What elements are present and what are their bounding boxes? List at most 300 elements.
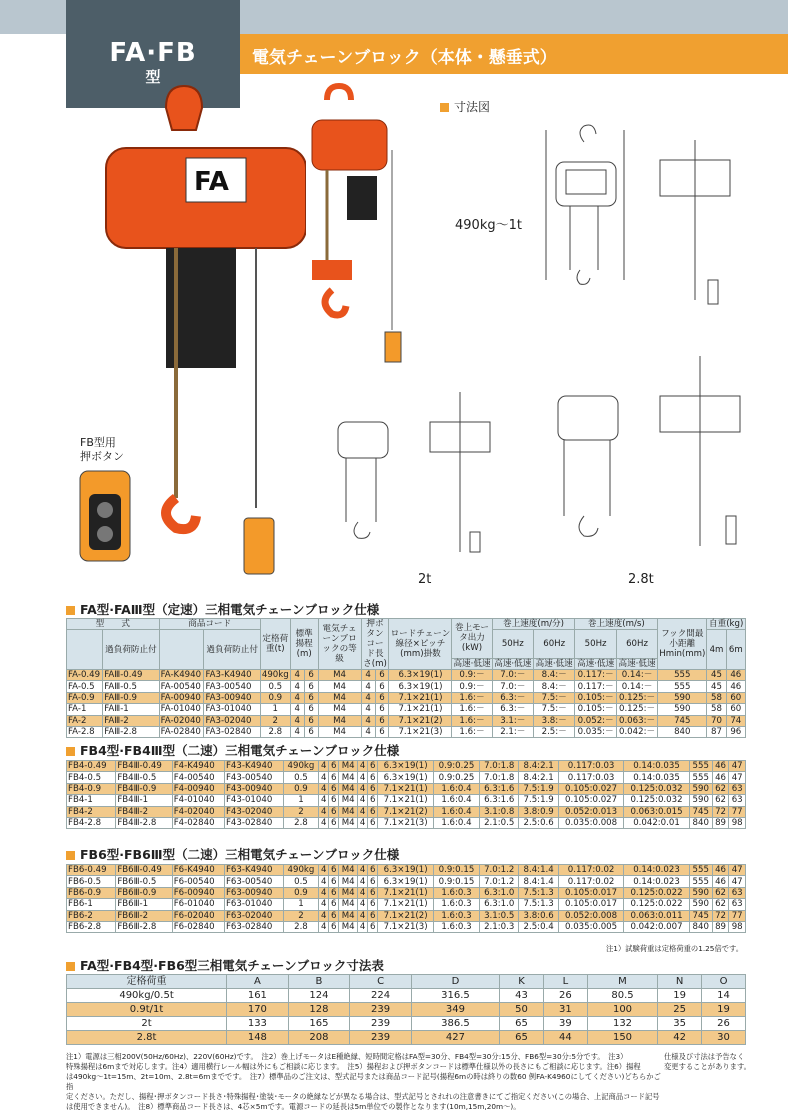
- table-cell: 0.035:0.005: [558, 921, 623, 932]
- table-cell: 2.5:－: [533, 726, 574, 737]
- table-cell: 6: [329, 910, 339, 921]
- fb6-note: 注1）試験荷重は定格荷重の1.25倍です。: [606, 944, 744, 953]
- table-cell: 0.117:0.03: [558, 772, 623, 783]
- table-cell: 4: [319, 921, 329, 932]
- table-cell: 490kg: [261, 670, 289, 681]
- side-note-line: 仕様及び寸法は予告なく: [664, 1052, 745, 1061]
- table-cell: 42: [658, 1031, 702, 1045]
- table-cell: 0.063:0.011: [624, 910, 689, 921]
- table-cell: 4: [319, 795, 329, 806]
- table-cell: 2.1:－: [492, 726, 533, 737]
- table-cell: 6.3×19(1): [389, 681, 452, 692]
- table-cell: 1.6:0.3: [434, 921, 480, 932]
- table-cell: FA-0.49: [67, 670, 103, 681]
- table-cell: 6: [304, 681, 318, 692]
- table-cell: 4: [358, 865, 368, 876]
- table-row: [67, 692, 746, 703]
- table-cell: 2: [260, 715, 290, 726]
- table-cell: 89: [712, 921, 729, 932]
- table-cell: FB4Ⅲ-0.5: [116, 772, 172, 783]
- col-std: 標準揚程(m): [290, 619, 318, 670]
- table-cell: FB4-0.5: [67, 772, 116, 783]
- table-cell: 2.8: [283, 817, 318, 828]
- col-grade: 電気チェーンブロックの等級: [318, 619, 361, 670]
- table-cell: FA3-02840: [204, 726, 260, 737]
- table-cell: 6: [368, 899, 378, 910]
- table-cell: FA-K4940: [159, 670, 204, 681]
- col-model-std: [67, 630, 103, 670]
- table-cell: F6-02840: [172, 921, 224, 932]
- table-cell: 7.0:1.2: [479, 876, 518, 887]
- table-cell: 0.9: [260, 692, 290, 703]
- table-cell: 590: [689, 783, 712, 794]
- table-row: [67, 910, 746, 921]
- table-cell: 0.9:0.25: [434, 761, 480, 772]
- table-cell: 44: [543, 1031, 587, 1045]
- table-cell: 0.105:0.017: [558, 899, 623, 910]
- table-cell: FB6-0.49: [67, 865, 116, 876]
- dim-table-body: [67, 989, 746, 1045]
- col-chain: ロードチェーン線径×ピッチ(mm)掛数: [389, 619, 452, 670]
- dims-label-2t: 2t: [418, 572, 432, 587]
- table-cell: 349: [411, 1003, 499, 1017]
- table-cell: 72: [712, 806, 729, 817]
- table-cell: 6.3:1.6: [479, 795, 518, 806]
- fb4-spec-table: [66, 760, 746, 829]
- col-hl-5: 高速·低速: [616, 658, 657, 669]
- table-cell: 63: [729, 887, 746, 898]
- table-cell: 4: [319, 865, 329, 876]
- table-cell: 6: [368, 865, 378, 876]
- table-cell: FA3-K4940: [204, 670, 260, 681]
- table-cell: 46: [712, 761, 729, 772]
- table-cell: 4: [319, 899, 329, 910]
- table-cell: FAⅢ-2: [103, 715, 159, 726]
- table-cell: 0.14:0.023: [624, 865, 689, 876]
- table-row: [67, 921, 746, 932]
- dim-col-head: K: [500, 975, 544, 989]
- table-cell: M4: [318, 670, 361, 681]
- table-cell: 0.125:0.022: [624, 887, 689, 898]
- table-row: [67, 704, 746, 715]
- table-cell: 4: [290, 715, 304, 726]
- table-cell: 0.105:－: [575, 692, 616, 703]
- dim-col-head: B: [288, 975, 350, 989]
- table-cell: F6-01040: [172, 899, 224, 910]
- model-suffix: 型: [145, 68, 161, 86]
- table-cell: 0.063:－: [616, 715, 657, 726]
- table-cell: 0.035:0.008: [558, 817, 623, 828]
- table-cell: 0.9: [283, 783, 318, 794]
- table-cell: 0.5: [283, 772, 318, 783]
- dims-heading-text: 寸法図: [454, 100, 491, 114]
- table-cell: 7.1×21(1): [378, 887, 434, 898]
- fb6-spec-table: [66, 864, 746, 933]
- table-cell: 490kg/0.5t: [67, 989, 227, 1003]
- model-name: FA·FB: [109, 38, 197, 68]
- table-cell: 26: [543, 989, 587, 1003]
- table-cell: FB6-2.8: [67, 921, 116, 932]
- table-cell: 0.125:－: [616, 692, 657, 703]
- table-cell: 6.3×19(1): [378, 772, 434, 783]
- col-motor: 巻上モータ出力(kW): [452, 619, 492, 659]
- table-cell: 62: [712, 887, 729, 898]
- table-cell: F43-02840: [224, 817, 283, 828]
- col-model: 型 式: [67, 619, 160, 630]
- table-cell: 7.1×21(3): [378, 921, 434, 932]
- table-cell: F6-02040: [172, 910, 224, 921]
- table-cell: 555: [689, 865, 712, 876]
- col-hl-4: 高速·低速: [575, 658, 616, 669]
- title-bar: [240, 34, 788, 74]
- table-cell: FB6Ⅲ-2: [116, 910, 172, 921]
- table-cell: 4: [358, 795, 368, 806]
- table-cell: F63-02840: [224, 921, 283, 932]
- table-cell: M4: [339, 817, 358, 828]
- table-cell: 7.1×21(1): [389, 704, 452, 715]
- table-cell: 0.052:0.008: [558, 910, 623, 921]
- table-cell: 7.0:1.8: [479, 772, 518, 783]
- table-cell: 0.042:0.007: [624, 921, 689, 932]
- table-cell: 4: [358, 887, 368, 898]
- table-cell: 0.14:－: [616, 670, 657, 681]
- table-cell: 0.14:－: [616, 681, 657, 692]
- table-cell: 6: [368, 772, 378, 783]
- fa-spec-body: [67, 670, 746, 738]
- table-cell: 4: [358, 910, 368, 921]
- table-cell: FB4Ⅲ-0.49: [116, 761, 172, 772]
- table-cell: 224: [350, 989, 412, 1003]
- table-cell: 6: [329, 921, 339, 932]
- table-cell: FAⅢ-2.8: [103, 726, 159, 737]
- table-cell: 62: [712, 899, 729, 910]
- table-cell: 6: [304, 704, 318, 715]
- table-cell: 6: [329, 761, 339, 772]
- dim-col-head: L: [543, 975, 587, 989]
- table-cell: 30: [702, 1031, 746, 1045]
- table-cell: 4: [290, 670, 304, 681]
- table-cell: FA-00540: [159, 681, 204, 692]
- dims-heading: [440, 98, 490, 115]
- table-cell: 1.6:0.3: [434, 887, 480, 898]
- fb4-spec-body: [67, 761, 746, 829]
- dim-col-head: D: [411, 975, 499, 989]
- table-cell: 124: [288, 989, 350, 1003]
- table-cell: 8.4:2.1: [519, 772, 558, 783]
- table-cell: 0.9:0.25: [434, 772, 480, 783]
- table-cell: 1.6:0.3: [434, 910, 480, 921]
- pendant-photo: [75, 466, 135, 566]
- table-cell: FA-02040: [159, 715, 204, 726]
- table-cell: M4: [339, 887, 358, 898]
- table-cell: 2.5:0.4: [519, 921, 558, 932]
- table-cell: 2: [283, 806, 318, 817]
- table-cell: F43-01040: [224, 795, 283, 806]
- table-cell: 316.5: [411, 989, 499, 1003]
- table-cell: 132: [587, 1017, 657, 1031]
- table-cell: 6: [304, 715, 318, 726]
- table-row: [67, 681, 746, 692]
- table-cell: FA-2: [67, 715, 103, 726]
- table-cell: 7.5:1.9: [519, 795, 558, 806]
- table-cell: 46: [712, 876, 729, 887]
- table-cell: 840: [689, 921, 712, 932]
- table-cell: 6.3×19(1): [389, 670, 452, 681]
- table-cell: 77: [729, 806, 746, 817]
- table-cell: 6: [368, 921, 378, 932]
- table-cell: 3.1:－: [492, 715, 533, 726]
- table-cell: 14: [702, 989, 746, 1003]
- table-cell: 46: [726, 670, 745, 681]
- table-cell: F43-02040: [224, 806, 283, 817]
- table-cell: 555: [689, 761, 712, 772]
- table-cell: 4: [290, 681, 304, 692]
- table-cell: FAⅢ-0.5: [103, 681, 159, 692]
- table-cell: 0.052:0.013: [558, 806, 623, 817]
- table-row: [67, 670, 746, 681]
- table-row: [67, 817, 746, 828]
- svg-text:FA: FA: [194, 167, 229, 197]
- table-cell: F63-01040: [224, 899, 283, 910]
- table-cell: 0.9:－: [452, 681, 492, 692]
- table-cell: F4-00940: [172, 783, 224, 794]
- table-cell: 6: [368, 761, 378, 772]
- table-cell: 590: [658, 692, 707, 703]
- table-cell: M4: [318, 726, 361, 737]
- table-cell: FB6Ⅲ-1: [116, 899, 172, 910]
- col-weight: 自重(kg): [707, 619, 746, 630]
- table-cell: 4: [358, 806, 368, 817]
- table-cell: F43-00540: [224, 772, 283, 783]
- table-cell: M4: [339, 783, 358, 794]
- table-cell: 58: [707, 692, 726, 703]
- table-cell: 4: [358, 783, 368, 794]
- table-cell: F63-02040: [224, 910, 283, 921]
- table-cell: 0.14:0.035: [624, 772, 689, 783]
- table-cell: FB4-2.8: [67, 817, 116, 828]
- table-row: [67, 772, 746, 783]
- table-cell: 555: [658, 681, 707, 692]
- dim-drawing-28t: [540, 336, 780, 566]
- table-cell: 6.3×19(1): [378, 761, 434, 772]
- footnote-line: 特殊揚程は6mまで対応します。注4）適用横行レール幅は外にもご相談に応じます。 注5）揚程および押ボタンコードは標準仕様以外の長さにもご相談に応じます。注6）揚程: [66, 1062, 641, 1071]
- table-cell: 2t: [67, 1017, 227, 1031]
- table-row: [67, 715, 746, 726]
- section-fa-title: FA型·FAⅢ型（定速）三相電気チェーンブロック仕様: [80, 602, 380, 617]
- table-cell: 4: [358, 817, 368, 828]
- table-cell: 0.9:0.15: [434, 865, 480, 876]
- table-cell: FB6-0.5: [67, 876, 116, 887]
- table-cell: 4: [319, 783, 329, 794]
- table-cell: 6: [368, 910, 378, 921]
- table-cell: 148: [227, 1031, 289, 1045]
- table-cell: 165: [288, 1017, 350, 1031]
- table-cell: FB6-2: [67, 910, 116, 921]
- table-cell: 19: [702, 1003, 746, 1017]
- table-cell: 4: [361, 715, 375, 726]
- table-cell: 58: [707, 704, 726, 715]
- footnote-line: 注1）電源は三相200V(50Hz/60Hz)、220V(60Hz)です。 注2）巻上げモータはE種絶縁、短時間定格はFA型=30分、FB4型=30分:15分、FB6型=30分:5分です。 注3）: [66, 1052, 628, 1061]
- col-w4: 4m: [707, 630, 726, 670]
- col-cord: 押ボタンコード長さ(m): [361, 619, 389, 670]
- col-60hz-ms: 60Hz: [616, 630, 657, 658]
- table-cell: 6: [368, 783, 378, 794]
- table-cell: 1.6:－: [452, 692, 492, 703]
- side-note-line: 変更することがあります。: [664, 1062, 751, 1071]
- dim-table: [66, 974, 746, 1045]
- table-cell: FB4Ⅲ-2: [116, 806, 172, 817]
- table-cell: 96: [726, 726, 745, 737]
- footnote-line: 定ください。ただし、揚程･押ボタンコード長さ･特殊揚程･塗装･モータの絶縁などが異なる場合は、型式記号とされれの注意書きにてご指定ください(この場合、上記商品コード記号: [66, 1092, 660, 1101]
- table-cell: 4: [361, 726, 375, 737]
- table-cell: 35: [658, 1017, 702, 1031]
- table-cell: 0.9:－: [452, 670, 492, 681]
- table-cell: 6.3×19(1): [378, 865, 434, 876]
- section-fb6-title: FB6型·FB6Ⅲ型（二速）三相電気チェーンブロック仕様: [80, 847, 400, 862]
- table-cell: FB4-2: [67, 806, 116, 817]
- table-cell: 6.3:1.0: [479, 899, 518, 910]
- table-cell: F63-00540: [224, 876, 283, 887]
- section-fb6-heading: [66, 845, 399, 863]
- table-cell: FA3-02040: [204, 715, 260, 726]
- table-cell: 43: [500, 989, 544, 1003]
- table-cell: FA-1: [67, 704, 103, 715]
- table-row: [67, 887, 746, 898]
- table-cell: 4: [358, 876, 368, 887]
- table-cell: 0.117:－: [575, 681, 616, 692]
- table-cell: 2.1:0.3: [479, 921, 518, 932]
- table-row: [67, 876, 746, 887]
- table-cell: FB6-1: [67, 899, 116, 910]
- table-row: [67, 989, 746, 1003]
- table-cell: M4: [339, 761, 358, 772]
- table-cell: 4: [319, 806, 329, 817]
- table-cell: F63-00940: [224, 887, 283, 898]
- table-cell: 6: [329, 772, 339, 783]
- table-cell: 4: [358, 921, 368, 932]
- table-cell: 87: [707, 726, 726, 737]
- table-cell: 6.3:－: [492, 692, 533, 703]
- table-cell: FA3-00940: [204, 692, 260, 703]
- table-cell: 39: [543, 1017, 587, 1031]
- table-cell: M4: [339, 876, 358, 887]
- table-cell: 7.1×21(2): [378, 910, 434, 921]
- table-row: [67, 1017, 746, 1031]
- footnote-line: は使用できません)。 注8）標準商品コード長さは、4芯×5mです。電源コードの延長は5m単位での製作となります(10m,15m,20m～)。: [66, 1102, 521, 1111]
- table-cell: 590: [689, 887, 712, 898]
- table-cell: 555: [689, 772, 712, 783]
- table-cell: 26: [702, 1017, 746, 1031]
- table-cell: M4: [339, 899, 358, 910]
- table-cell: F43-00940: [224, 783, 283, 794]
- table-cell: 63: [729, 899, 746, 910]
- table-cell: 6: [375, 670, 389, 681]
- table-cell: 555: [658, 670, 707, 681]
- table-cell: 386.5: [411, 1017, 499, 1031]
- table-cell: 3.1:0.5: [479, 910, 518, 921]
- table-row: [67, 726, 746, 737]
- table-cell: 25: [658, 1003, 702, 1017]
- table-row: [67, 795, 746, 806]
- table-cell: 0.105:－: [575, 704, 616, 715]
- table-cell: FA-2.8: [67, 726, 103, 737]
- table-cell: 72: [712, 910, 729, 921]
- table-cell: 1.6:0.4: [434, 817, 480, 828]
- table-cell: 47: [729, 876, 746, 887]
- table-cell: 0.117:0.03: [558, 761, 623, 772]
- table-cell: 65: [500, 1031, 544, 1045]
- table-cell: 98: [729, 817, 746, 828]
- table-cell: 19: [658, 989, 702, 1003]
- table-cell: 98: [729, 921, 746, 932]
- table-cell: 0.117:0.02: [558, 865, 623, 876]
- table-cell: FA3-01040: [204, 704, 260, 715]
- table-cell: 4: [319, 817, 329, 828]
- table-cell: FB6Ⅲ-0.49: [116, 865, 172, 876]
- table-cell: M4: [339, 806, 358, 817]
- table-cell: 2.8t: [67, 1031, 227, 1045]
- table-cell: 74: [726, 715, 745, 726]
- table-cell: M4: [318, 715, 361, 726]
- table-cell: 0.9t/1t: [67, 1003, 227, 1017]
- square-bullet-icon: [440, 103, 449, 112]
- table-cell: 4: [361, 692, 375, 703]
- table-cell: 0.105:0.027: [558, 783, 623, 794]
- table-cell: 6: [329, 876, 339, 887]
- table-cell: 239: [350, 1003, 412, 1017]
- side-note: [664, 1052, 751, 1072]
- table-cell: 590: [689, 795, 712, 806]
- table-cell: 427: [411, 1031, 499, 1045]
- table-cell: FA-02840: [159, 726, 204, 737]
- table-row: [67, 899, 746, 910]
- table-row: [67, 1003, 746, 1017]
- table-cell: 7.0:1.8: [479, 761, 518, 772]
- col-code: 商品コード: [159, 619, 260, 630]
- table-cell: 6: [304, 670, 318, 681]
- col-60hz: 60Hz: [533, 630, 574, 658]
- table-cell: 1: [283, 795, 318, 806]
- table-cell: F4-02040: [172, 806, 224, 817]
- col-w6: 6m: [726, 630, 745, 670]
- table-cell: 8.4:－: [533, 681, 574, 692]
- table-cell: 0.5: [260, 681, 290, 692]
- pendant-label: [80, 436, 124, 464]
- table-cell: F6-K4940: [172, 865, 224, 876]
- table-cell: 6: [368, 806, 378, 817]
- table-cell: F6-00540: [172, 876, 224, 887]
- table-cell: FB4Ⅲ-1: [116, 795, 172, 806]
- table-cell: 7.1×21(2): [389, 715, 452, 726]
- table-cell: 46: [726, 681, 745, 692]
- table-cell: 3.8:0.6: [519, 910, 558, 921]
- table-cell: 8.4:1.4: [519, 865, 558, 876]
- table-cell: 1: [283, 899, 318, 910]
- table-cell: 590: [689, 899, 712, 910]
- table-cell: 745: [689, 910, 712, 921]
- table-cell: 6: [375, 692, 389, 703]
- table-cell: 3.1:0.8: [479, 806, 518, 817]
- table-cell: FA-0.9: [67, 692, 103, 703]
- table-cell: 63: [729, 795, 746, 806]
- dim-col-head: C: [350, 975, 412, 989]
- table-cell: 2: [283, 910, 318, 921]
- table-cell: FB6Ⅲ-2.8: [116, 921, 172, 932]
- section-fb4-title: FB4型·FB4Ⅲ型（二速）三相電気チェーンブロック仕様: [80, 743, 400, 758]
- table-cell: 2.8: [260, 726, 290, 737]
- table-row: [67, 761, 746, 772]
- table-cell: 208: [288, 1031, 350, 1045]
